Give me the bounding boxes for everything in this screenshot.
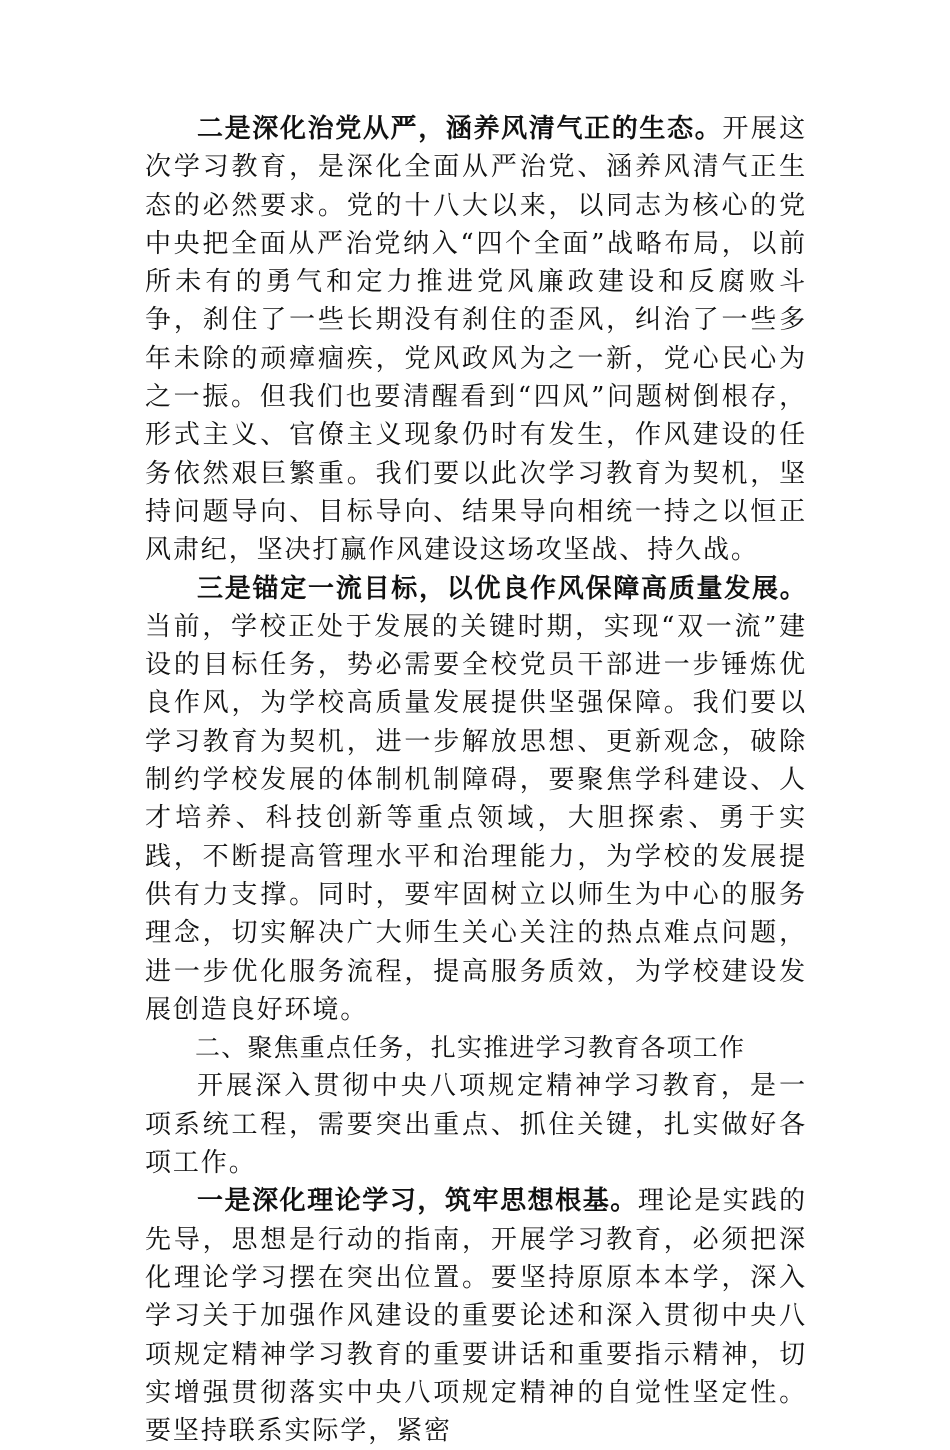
paragraph-body: 开展这次学习教育，是深化全面从严治党、涵养风清气正生态的必然要求。党的十八大以来，以同志为核心的党中央把全面从严治党纳入“四个全面”战略布局，以前所未有的勇气和定力推进党风廉政建设和反腐败斗争，刹住了一些长期没有刹住的歪风，纠治了一些多年未除的顽瘴痼疾，党风政风为之一新，党心民心为之一振。但我们也要清醒看到“四风”问题树倒根存，形式主义、官僚主义现象仍时有发生，作风建设的任务依然艰巨繁重。我们要以此次学习教育为契机，坚持问题导向、目标导向、结果导向相统一持之以恒正风肃纪，坚决打赢作风建设这场攻坚战、持久战。	[145, 114, 807, 566]
paragraph-lead: 二是深化治党从严，涵养风清气正的生态。	[197, 114, 723, 144]
paragraph-lead: 一是深化理论学习，筑牢思想根基。	[197, 1186, 638, 1217]
paragraph-theory-study	[145, 1182, 807, 1450]
paragraph-body: 理论是实践的先导，思想是行动的指南，开展学习教育，必须把深化理论学习摆在突出位置。要坚持原原本本学，深入学习关于加强作风建设的重要论述和深入贯彻中央八项规定精神学习教育的重要讲话和重要指示精神，切实增强贯彻落实中央八项规定精神的自觉性坚定性。要坚持联系实际学，紧密	[145, 1186, 808, 1447]
paragraph-lead: 三是锚定一流目标，以优良作风保障高质量发展。	[197, 573, 807, 604]
section-heading: 二、聚焦重点任务，扎实推进学习教育各项工作	[195, 1033, 746, 1063]
paragraph-body: 当前，学校正处于发展的关键时期，实现“双一流”建设的目标任务，势必需要全校党员干部进一步锤炼优良作风，为学校高质量发展提供坚强保障。我们要以学习教育为契机，进一步解放思想、更新观念，破除制约学校发展的体制机制障碍，要聚焦学科建设、人才培养、科技创新等重点领域，大胆探索、勇于实践，不断提高管理水平和治理能力，为学校的发展提供有力支撑。同时，要牢固树立以师生为中心的服务理念，切实解决广大师生关心关注的热点难点问题，进一步优化服务流程，提高服务质效，为学校建设发展创造良好环境。	[145, 611, 807, 1025]
section-intro: 开展深入贯彻中央八项规定精神学习教育，是一项系统工程，需要突出重点、抓住关键，扎实做好各项工作。	[145, 1071, 807, 1179]
document-page	[145, 110, 807, 1450]
paragraph-first-class-goal	[145, 570, 807, 1030]
paragraph-deepen-party-governance	[145, 110, 807, 570]
